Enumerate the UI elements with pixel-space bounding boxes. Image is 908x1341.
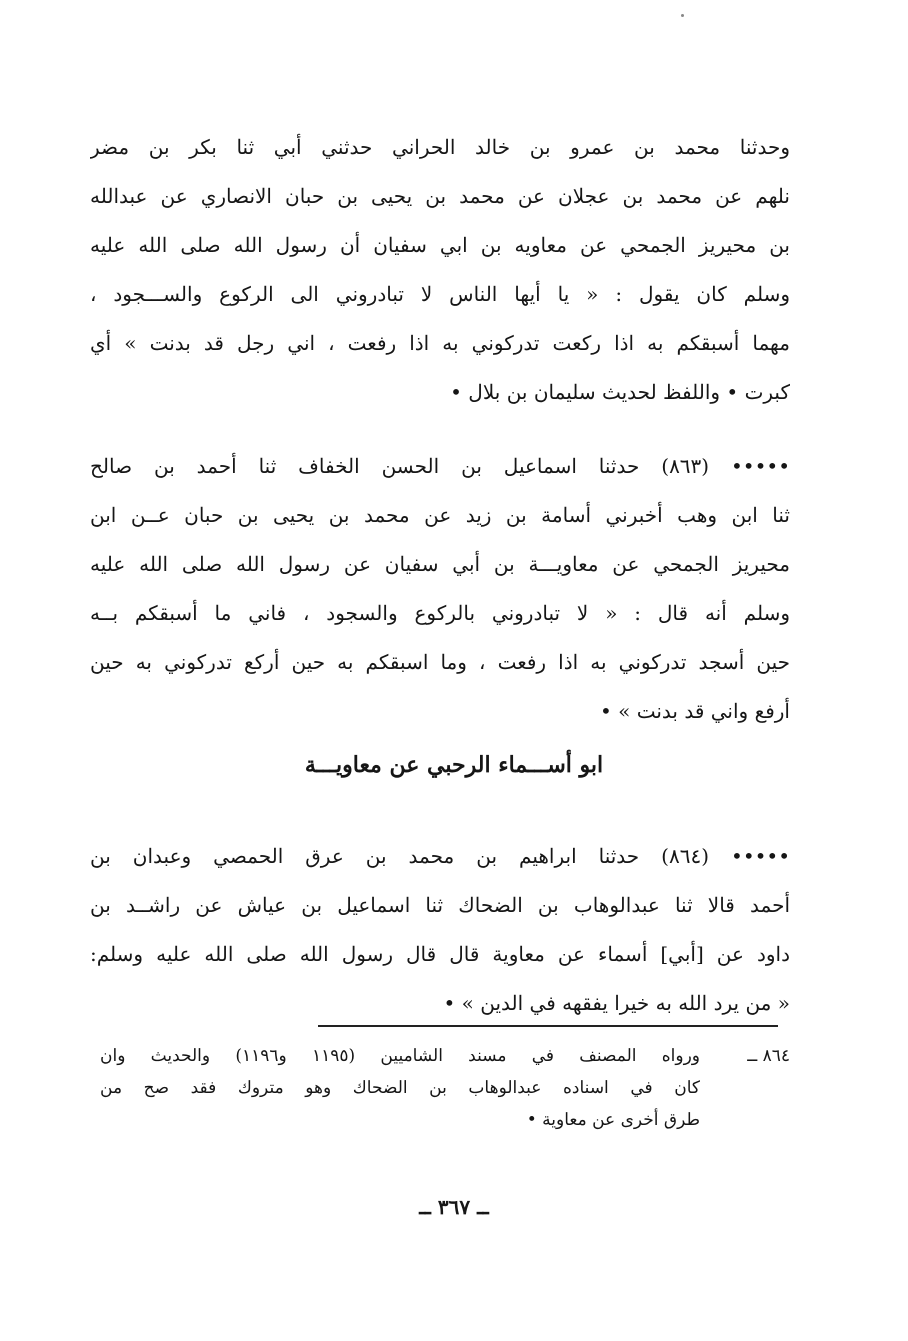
- paragraph-hadith-864: [90, 832, 790, 1028]
- footnote-text: طرق أخرى عن معاوية •: [526, 1110, 700, 1130]
- footnote-text: ورواه المصنف في مسند الشاميين (١١٩٥ و١١٩٦) والحديث وان: [100, 1046, 700, 1066]
- text-line: نلهم عن محمد بن عجلان عن محمد بن يحيى بن حبان الانصاري عن عبدالله: [90, 184, 790, 208]
- text-line: حين أسجد تدركوني به اذا رفعت ، وما اسبقكم به حين أركع تدركوني به حين: [90, 650, 790, 674]
- footnote-divider: [318, 1025, 778, 1027]
- page-number: ــ ٣٦٧ ــ: [419, 1195, 489, 1219]
- paragraph-hadith-863: [90, 442, 790, 736]
- text-line: كبرت • واللفظ لحديث سليمان بن بلال •: [450, 380, 790, 404]
- text-line: ثنا ابن وهب أخبرني أسامة بن زيد عن محمد بن يحيى بن حبان عــن ابن: [90, 503, 790, 527]
- text-line: أحمد قالا ثنا عبدالوهاب بن الضحاك ثنا اسماعيل بن عياش عن راشــد بن: [90, 893, 790, 917]
- footnote-line: [90, 1040, 790, 1072]
- section-heading: ابو أســـماء الرحبي عن معاويـــة: [304, 752, 604, 778]
- text-line: أرفع واني قد بدنت » •: [599, 699, 790, 723]
- footnote-line: [90, 1104, 790, 1136]
- footnote-text: كان في اسناده عبدالوهاب بن الضحاك وهو متروك فقد صح من: [100, 1078, 700, 1098]
- text-line: وحدثنا محمد بن عمرو بن خالد الحراني حدثني أبي ثنا بكر بن مضر: [90, 135, 790, 159]
- footnote-line: [90, 1072, 790, 1104]
- text-line: وسلم كان يقول : « يا أيها الناس لا تبادروني الى الركوع والســـجود ،: [90, 282, 790, 306]
- text-line: مهما أسبقكم به اذا ركعت تدركوني به اذا رفعت ، اني رجل قد بدنت » أي: [90, 331, 790, 355]
- scan-speck: [681, 14, 684, 17]
- text-line: ••••• (٨٦٣) حدثنا اسماعيل بن الحسن الخفاف ثنا أحمد بن صالح: [90, 454, 790, 478]
- text-line: « من يرد الله به خيرا يفقهه في الدين » •: [443, 991, 790, 1015]
- text-line: محيريز الجمحي عن معاويـــة بن أبي سفيان عن رسول الله صلى الله عليه: [90, 552, 790, 576]
- text-line: ••••• (٨٦٤) حدثنا ابراهيم بن محمد بن عرق الحمصي وعبدان بن: [90, 844, 790, 868]
- text-line: بن محيريز الجمحي عن معاويه بن ابي سفيان أن رسول الله صلى الله عليه: [90, 233, 790, 257]
- text-line: وسلم أنه قال : « لا تبادروني بالركوع والسجود ، فاني ما أسبقكم بــه: [90, 601, 790, 625]
- footnote: [90, 1040, 790, 1136]
- footnote-number: ٨٦٤ ــ: [747, 1046, 790, 1066]
- text-line: داود عن [أبي] أسماء عن معاوية قال قال رسول الله صلى الله عليه وسلم:: [90, 942, 790, 966]
- paragraph-hadith-862-continuation: [90, 123, 790, 417]
